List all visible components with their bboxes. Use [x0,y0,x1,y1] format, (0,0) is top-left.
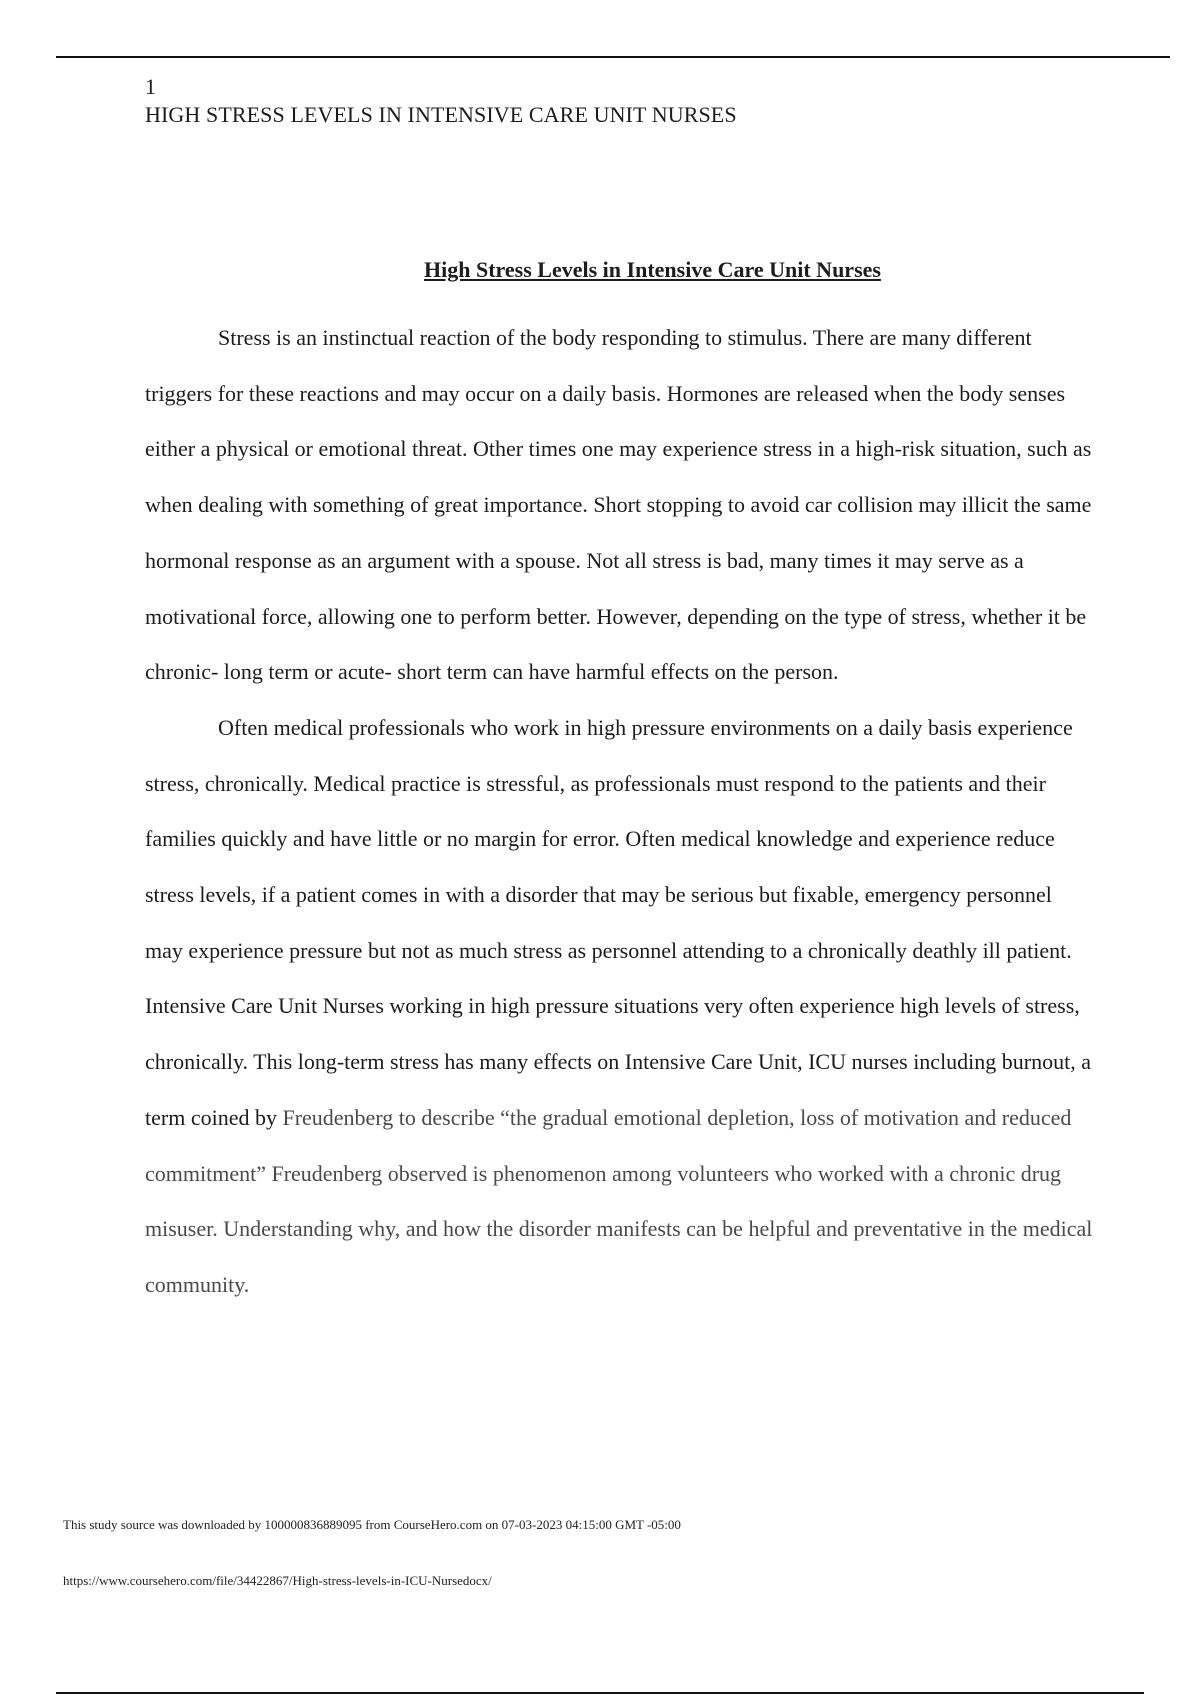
paragraph-1: Stress is an instinctual reaction of the body responding to stimulus. There are many different triggers for these reactions and may occur on a daily basis. Hormones are released when the body senses either a physical or emotional threat. Other times one may experience stress in a high-risk situation, such as when dealing with something of great importance. Short stopping to avoid car collision may illicit the same hormonal response as an argument with a spouse. Not all stress is bad, many times it may serve as a motivational force, allowing one to perform better. However, depending on the type of stress, whether it be chronic- long term or acute- short term can have harmful effects on the person. [145,325,1092,685]
paragraph-2-quote: Freudenberg to describe “the gradual emotional depletion, loss of motivation and reduced commitment” Freudenberg observed is phenomenon among volunteers who worked with a chronic drug misuser. Understanding why, and how the disorder manifests can be helpful and preventative in the medical community. [145,1104,1093,1297]
document-title: High Stress Levels in Intensive Care Unit Nurses [424,257,881,282]
source-url: https://www.coursehero.com/file/34422867/High-stress-levels-in-ICU-Nursedocx/ [63,1573,492,1588]
top-rule [56,56,1170,58]
paragraph-2 [145,700,1095,1313]
document-body [145,310,1095,1313]
paragraph-2-text: Often medical professionals who work in high pressure environments on a daily basis experience stress, chronically. Medical practice is stressful, as professionals must respond to the patients and their families quickly and have little or no margin for error. Often medical knowledge and experience reduce stress levels, if a patient comes in with a disorder that may be serious but fixable, emergency personnel may experience pressure but not as much stress as personnel attending to a chronically deathly ill patient. Intensive Care Unit Nurses working in high pressure situations very often experience high levels of stress, chronically. This long-term stress has many effects on Intensive Care Unit, ICU nurses including burnout, a term coined by [145,714,1091,1130]
page-number: 1 [145,74,156,99]
download-source-note: This study source was downloaded by 100000836889095 from CourseHero.com on 07-03-2023 04:15:00 GMT -05:00 [63,1517,681,1532]
running-head: HIGH STRESS LEVELS IN INTENSIVE CARE UNIT NURSES [145,102,737,127]
bottom-rule [56,1692,1144,1694]
